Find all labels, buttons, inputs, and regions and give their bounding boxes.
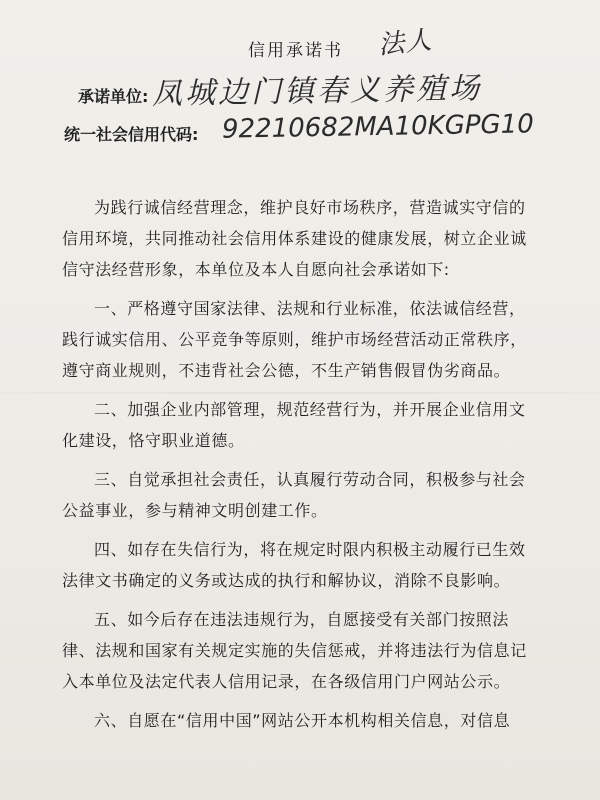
paragraph-3: 三、自觉承担社会责任，认真履行劳动合同，积极参与社会公益事业，参与精神文明创建工作。 — [62, 470, 526, 520]
handwritten-annotation: 法人 — [376, 25, 434, 61]
unit-label: 承诺单位: — [78, 87, 149, 106]
paragraph-2: 二、加强企业内部管理，规范经营行为，并开展企业信用文化建设，恪守职业道德。 — [62, 400, 526, 450]
paragraph-intro: 为践行诚信经营理念，维护良好市场秩序，营造诚实守信的信用环境，共同推动社会信用体系建设的健康发展，树立企业诚信守法经营形象，本单位及本人自愿向社会承诺如下: — [62, 198, 527, 279]
document-title: 信用承诺书 — [248, 41, 343, 61]
paragraph-6: 六、自愿在“信用中国”网站公开本机构相关信息，对信息 — [94, 711, 511, 730]
paragraph-4: 四、如存在失信行为，将在规定时限内积极主动履行已生效法律文书确定的义务或达成的执行和解协议，消除不良影响。 — [62, 540, 526, 590]
credit-code-label: 统一社会信用代码: — [64, 125, 199, 144]
paragraph-5: 五、如今后存在违法违规行为，自愿接受有关部门按照法律、法规和国家有关规定实施的失信惩戒，并将违法行为信息记入本单位及法定代表人信用记录，在各级信用门户网站公示。 — [62, 610, 527, 691]
unit-value: 凤城边门镇春义养殖场 — [151, 71, 483, 112]
commitment-body — [62, 192, 542, 742]
paragraph-1: 一、严格遵守国家法律、法规和行业标准，依法诚信经营，践行诚实信用、公平竞争等原则，维护市场经营活动正常秩序，遵守商业规则，不违背社会公德，不生产销售假冒伪劣商品。 — [62, 299, 527, 380]
credit-code-value: 92210682MA10KGPG10 — [221, 109, 534, 145]
